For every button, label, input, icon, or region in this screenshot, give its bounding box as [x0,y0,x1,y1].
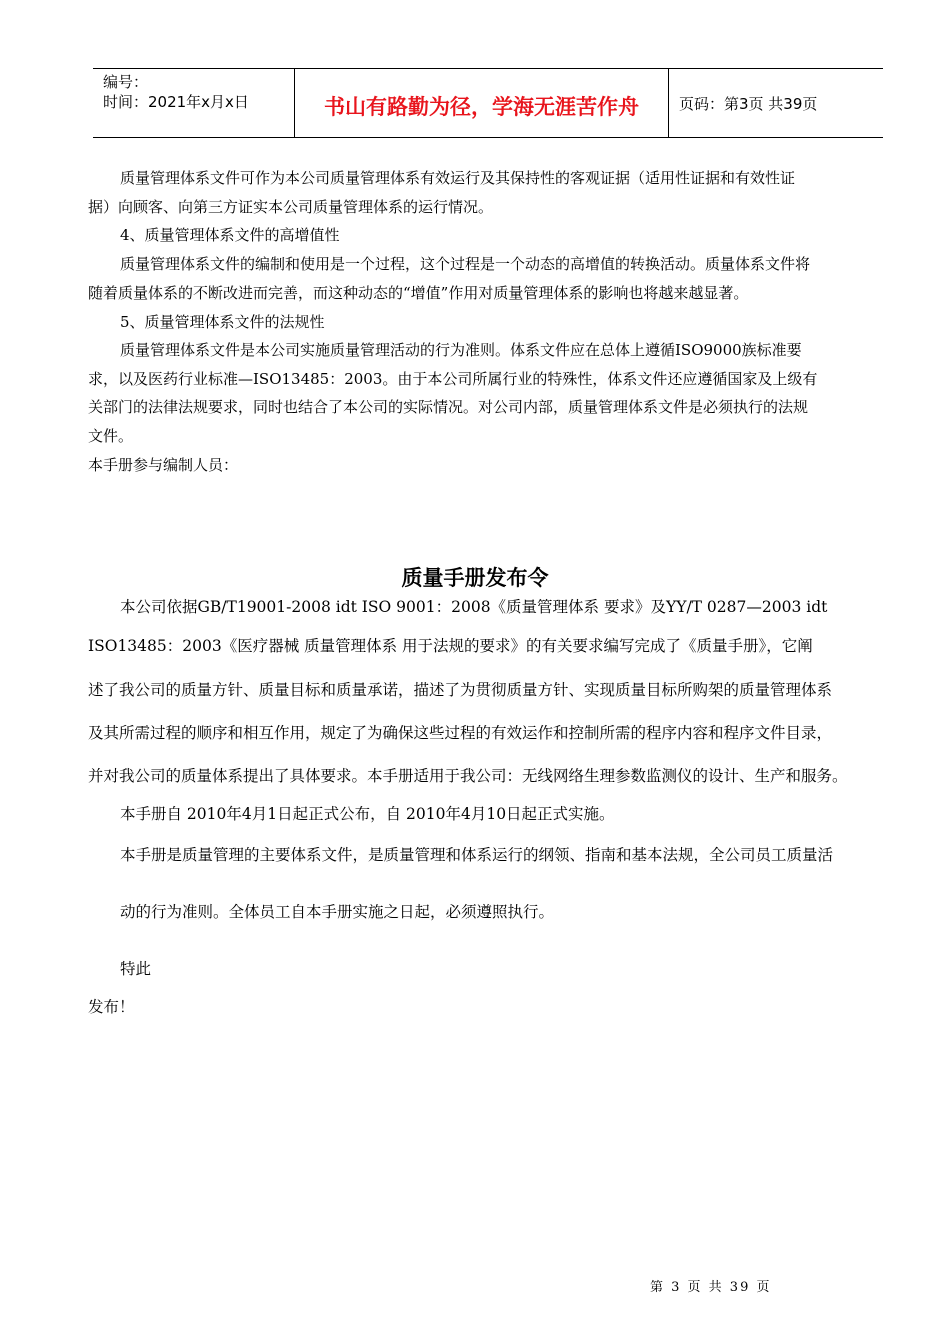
paragraph-line: 质量管理体系文件是本公司实施质量管理活动的行为准则。体系文件应在总体上遵循ISO9000族标准要 [120,341,802,359]
decree-line: 动的行为准则。全体员工自本手册实施之日起，必须遵照执行。 [120,903,555,921]
paragraph-line: 质量管理体系文件可作为本公司质量管理体系有效运行及其保持性的客观证据（适用性证据和有效性证 [120,169,796,187]
paragraph-line: 文件。 [88,427,134,445]
decree-line: ISO13485：2003《医疗器械 质量管理体系 用于法规的要求》的有关要求编写完成了《质量手册》，它阐 [88,637,813,655]
decree-line: 及其所需过程的顺序和相互作用，规定了为确保这些过程的有效运作和控制所需的程序内容和程序文件目录， [88,724,833,742]
paragraph-line: 关部门的法律法规要求，同时也结合了本公司的实际情况。对公司内部，质量管理体系文件是必须执行的法规 [88,398,809,416]
doc-time-label: 时间：2021年x月x日 [103,93,249,111]
section-heading-4: 4、质量管理体系文件的高增值性 [120,226,340,244]
decree-effective-date: 本手册自 2010年4月1日起正式公布，自 2010年4月10日起正式实施。 [120,805,615,823]
header-motto-cell [295,69,669,137]
header-left-cell [93,69,295,137]
decree-line: 并对我公司的质量体系提出了具体要求。本手册适用于我公司：无线网络生理参数监测仪的设计、生产和服务。 [88,767,848,785]
header-page-info: 页码：第3页 共39页 [679,95,818,113]
decree-closing: 特此 [120,960,152,978]
section-heading-5: 5、质量管理体系文件的法规性 [120,313,325,331]
participants-label: 本手册参与编制人员： [88,456,239,474]
paragraph-line: 质量管理体系文件的编制和使用是一个过程，这个过程是一个动态的高增值的转换活动。质量体系文件将 [120,255,811,273]
header-motto: 书山有路勤为径，学海无涯苦作舟 [324,95,639,119]
decree-publish: 发布！ [88,998,135,1016]
decree-line: 述了我公司的质量方针、质量目标和质量承诺，描述了为贯彻质量方针、实现质量目标所购架的质量管理体系 [88,681,833,699]
doc-code-label: 编号： [103,73,149,91]
paragraph-line: 随着质量体系的不断改进而完善，而这种动态的“增值”作用对质量管理体系的影响也将越来越显著。 [88,284,749,302]
page-footer: 第 3 页 共 39 页 [650,1280,772,1295]
decree-line: 本公司依据GB/T19001-2008 idt ISO 9001：2008《质量管理体系 要求》及YY/T 0287—2003 idt [120,598,828,616]
decree-line: 本手册是质量管理的主要体系文件，是质量管理和体系运行的纲领、指南和基本法规，全公司员工质量活 [120,846,834,864]
decree-title: 质量手册发布令 [401,566,549,590]
paragraph-line: 求，以及医药行业标准—ISO13485：2003。由于本公司所属行业的特殊性，体系文件还应遵循国家及上级有 [88,370,818,388]
header-page-cell [669,69,883,137]
paragraph-line: 据）向顾客、向第三方证实本公司质量管理体系的运行情况。 [88,198,494,216]
page-header [93,68,883,138]
